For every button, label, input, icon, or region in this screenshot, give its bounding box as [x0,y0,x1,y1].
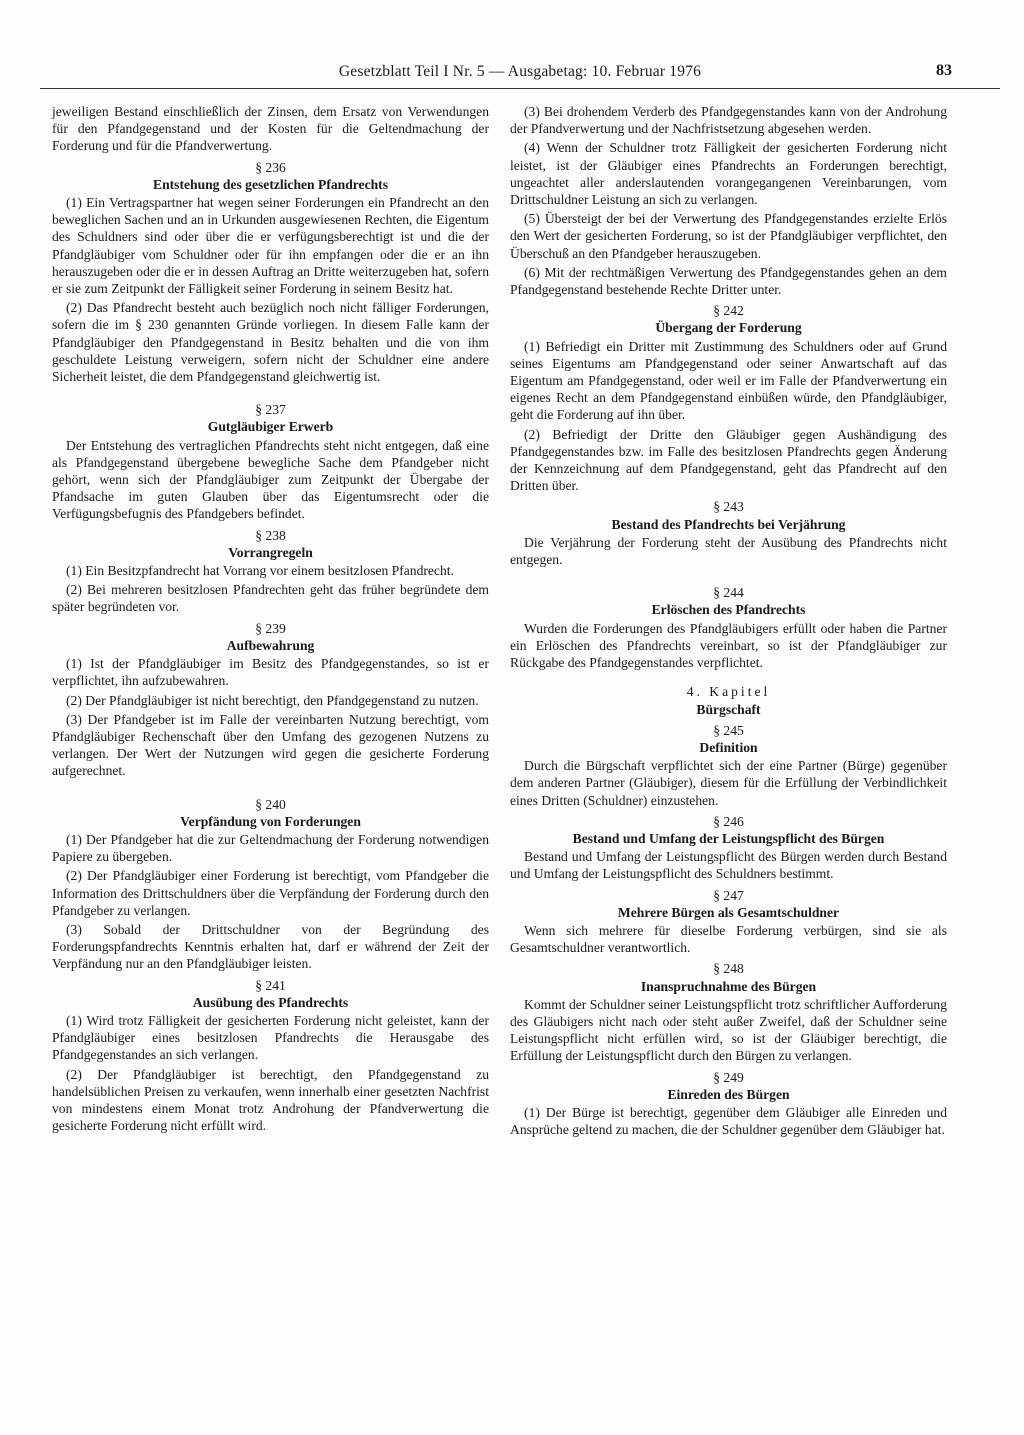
paragraph: Kommt der Schuldner seiner Leistungspflicht trotz schriftlicher Aufforderung des Gläubigers nicht nach oder steht außer Zweifel, daß der Schuldner seine Leistungspflicht nicht erfüllen wird, so ist der Gläubiger berechtigt, die Erfüllung der Leistungspflicht durch den Bürgen zu verlangen. [510,996,947,1064]
section-heading: Bestand des Pfandrechts bei Verjährung [611,516,846,532]
paragraph: (5) Übersteigt der bei der Verwertung des Pfandgegenstandes erzielte Erlös den Wert der gesicherten Forderung, so ist der Pfandgläubiger verpflichtet, den Überschuß an den Pfandgeber herauszugeben. [510,211,947,261]
paragraph: (2) Der Pfandgläubiger ist berechtigt, den Pfandgegenstand zu handelsüblichen Preisen zu verkaufen, wenn innerhalb einer gesetzten Nachfrist von mindestens einem Monat trotz Androhung der Pfandverwertung die gesicherte Forderung nicht erfüllt wird. [52,1066,489,1134]
paragraph: (1) Befriedigt ein Dritter mit Zustimmung des Schuldners oder auf Grund seines Eigentums am Pfandgegenstand oder seiner Anwartschaft auf das Eigentum am Pfandgegenstand, oder weil er im Falle der Pfandverwertung ein eigenes Recht an dem Pfandgegenstand einbüßen würde, den Pfandgläubiger, geht die Forderung auf ihn über. [510,338,947,423]
paragraph: Durch die Bürgschaft verpflichtet sich der eine Partner (Bürge) gegenüber dem anderen Partner (Gläubiger), diesem für die Erfüllung der Verbindlichkeit eines Dritten (Schuldner) einzustehen. [510,758,947,808]
paragraph: (1) Ein Besitzpfandrecht hat Vorrang vor einem besitzlosen Pfandrecht. [66,563,454,579]
paragraph: Bestand und Umfang der Leistungspflicht des Bürgen werden durch Bestand und Umfang der Leistungspflicht des Schuldners bestimmt. [510,849,947,882]
section-heading: Erlöschen des Pfandrechts [651,602,806,618]
paragraph: Wenn sich mehrere für dieselbe Forderung verbürgen, sind sie als Gesamtschuldner verantwortlich. [510,922,947,956]
section-number: § 240 [255,796,286,812]
section-number: § 248 [713,961,744,977]
chapter-label: 4. Kapitel [686,684,771,700]
paragraph: (1) Wird trotz Fälligkeit der gesicherten Forderung nicht geleistet, kann der Pfandgläubiger eines besitzlosen Pfandrechts die Herausgabe des Pfandgegenstandes an sich verlangen. [52,1012,489,1063]
paragraph: (1) Ist der Pfandgläubiger im Besitz des Pfandgegenstandes, so ist er verpflichtet, ihn aufzubewahren. [52,656,489,689]
paragraph: (1) Der Pfandgeber hat die zur Geltendmachung der Forderung notwendigen Papiere zu übergeben. [52,831,489,865]
section-number: § 239 [255,620,286,636]
paragraph: Der Entstehung des vertraglichen Pfandrechts steht nicht entgegen, daß eine als Pfandgegenstand übergebene bewegliche Sache dem Pfandgeber nicht gehört, wenn sich der Pfandgläubiger zum Zeitpunkt der Übergabe der Pfandsache im guten Glauben über das Eigentumsrecht oder die Verfügungsbefugnis des Pfandgebers befindet. [52,437,489,522]
section-number: § 238 [255,527,286,543]
section-heading: Bestand und Umfang der Leistungspflicht des Bürgen [572,830,885,846]
gazette-title: Gesetzblatt Teil I Nr. 5 — Ausgabetag: 10. Februar 1976 [338,63,702,80]
left-column [52,103,489,1136]
paragraph: (1) Ein Vertragspartner hat wegen seiner Forderungen ein Pfandrecht an den beweglichen Sachen und an in Urkunden ausgewiesenen Rechten, die Eigentum des Schuldners sind oder über die er verfügungsberechtigt ist und die der Pfandgläubiger vom Schuldner oder für ihn empfangen oder die er an ihn herauszugeben oder die er in dessen Auftrag an Dritte weiterzugeben hat, sofern er sie zum Zeitpunkt der Fälligkeit seiner Forderung in seinem Besitz hat. [52,195,489,297]
page-number: 83 [936,62,952,79]
section-number: § 236 [255,159,286,175]
chapter-title: Bürgschaft [696,701,761,717]
section-heading: Übergang der Forderung [655,320,802,336]
paragraph: Die Verjährung der Forderung steht der Ausübung des Pfandrechts nicht entgegen. [510,534,947,568]
section-number: § 242 [713,303,744,319]
page-header [40,62,1000,89]
paragraph: (2) Bei mehreren besitzlosen Pfandrechten geht das früher begründete dem später begründeten vor. [52,582,489,615]
section-number: § 241 [255,977,286,993]
section-heading: Inanspruchnahme des Bürgen [640,978,817,994]
section-number: § 246 [713,813,744,829]
section-heading: Definition [699,739,758,755]
section-number: § 247 [713,887,744,903]
section-number: § 244 [713,585,744,601]
section-heading: Aufbewahrung [226,637,315,653]
paragraph: (2) Der Pfandgläubiger ist nicht berechtigt, den Pfandgegenstand zu nutzen. [66,692,479,708]
section-number: § 237 [255,402,286,418]
paragraph: (3) Sobald der Drittschuldner von der Begründung des Forderungspfandrechts Kenntnis erhalten hat, darf er während der Zeit der Verpfändung nur an den Pfandgläubiger leisten. [52,921,489,972]
paragraph: (4) Wenn der Schuldner trotz Fälligkeit der gesicherten Forderung nicht leistet, ist der Gläubiger eines Pfandrechts an Forderungen berechtigt, ungeachtet aller anderslautenden vorangegangenen Vereinbarungen, vom Drittschuldner Leistung an sich zu verlangen. [510,140,947,208]
paragraph: (1) Der Bürge ist berechtigt, gegenüber dem Gläubiger alle Einreden und Ansprüche geltend zu machen, die der Schuldner gegenüber dem Gläubiger hat. [510,1104,947,1138]
section-heading: Entstehung des gesetzlichen Pfandrechts [153,176,388,192]
section-heading: Verpfändung von Forderungen [180,813,361,829]
paragraph: (2) Der Pfandgläubiger einer Forderung ist berechtigt, vom Pfandgeber die Information des Drittschuldners über die Verpfändung der Forderung durch den Pfandgeber zu verlangen. [52,868,489,918]
section-number: § 245 [713,722,744,738]
paragraph: (3) Der Pfandgeber ist im Falle der vereinbarten Nutzung berechtigt, vom Pfandgläubiger Rechenschaft über den Umfang des gezogenen Nutzens zu verlangen. Der Wert der Nutzungen wird gegen die gesicherte Forderung aufgerechnet. [52,711,489,779]
paragraph: (2) Befriedigt der Dritte den Gläubiger gegen Aushändigung des Pfandgegenstandes bzw. im Falle des besitzlosen Pfandrechts gegen Änderung der Kennzeichnung auf dem Pfandgegenstand, geht das Pfandrecht auf den Dritten über. [510,426,947,494]
paragraph: (3) Bei drohendem Verderb des Pfandgegenstandes kann von der Androhung der Pfandverwertung und der Nachfristsetzung abgesehen werden. [510,104,947,137]
paragraph: (2) Das Pfandrecht besteht auch bezüglich noch nicht fälliger Forderungen, sofern die im § 230 genannten Gründe vorliegen. In diesem Falle kann der Pfandgläubiger den Pfandgegenstand in Besitz behalten und die von ihm geschuldete Leistung verweigern, sofern nicht der Schuldner eine andere Sicherheit leistet, die dem Pfandgegenstand gleichwertig ist. [52,300,489,385]
paragraph: jeweiligen Bestand einschließlich der Zinsen, dem Ersatz von Verwendungen für den Pfandgegenstand und der Kosten für die Geltendmachung der Forderung und für die Pfandverwertung. [52,104,489,154]
section-heading: Vorrangregeln [228,544,313,560]
section-heading: Gutgläubiger Erwerb [207,419,334,435]
paragraph: (6) Mit der rechtmäßigen Verwertung des Pfandgegenstandes gehen an dem Pfandgegenstand bestehende Rechte Dritter unter. [510,264,947,298]
section-heading: Ausübung des Pfandrechts [192,994,349,1010]
section-heading: Mehrere Bürgen als Gesamtschuldner [617,904,840,920]
section-number: § 243 [713,499,744,515]
paragraph: Wurden die Forderungen des Pfandgläubigers erfüllt oder haben die Partner ein Erlöschen des Pfandrechts vereinbart, so ist der Pfandgläubiger zur Rückgabe des Pfandgegenstandes verpflichtet. [510,620,947,671]
section-number: § 249 [713,1069,744,1085]
section-heading: Einreden des Bürgen [667,1086,790,1102]
right-column [510,103,947,1140]
